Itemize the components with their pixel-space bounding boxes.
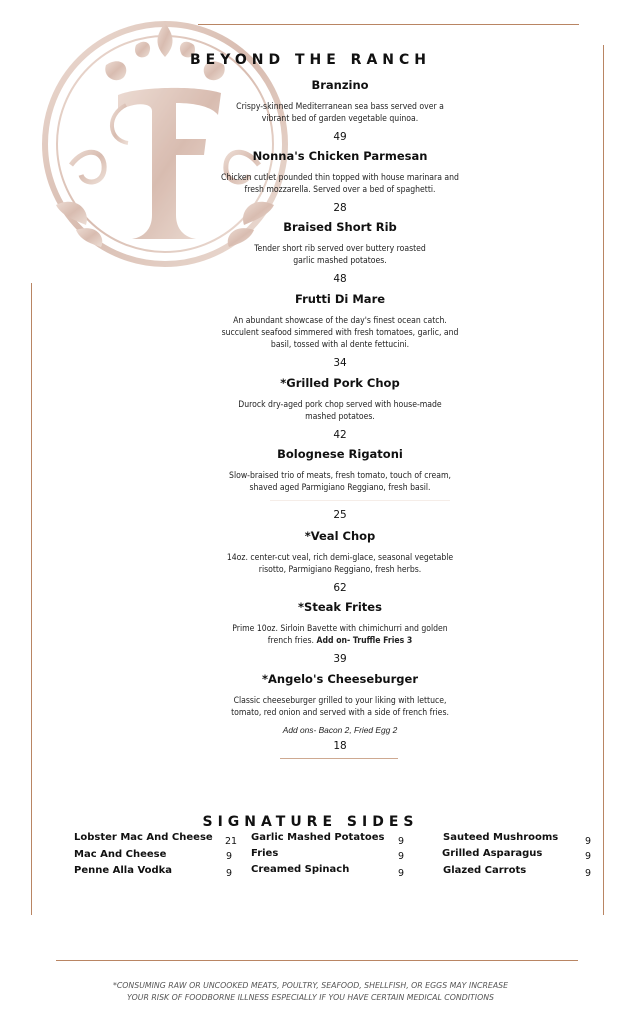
side-name: Sauteed Mushrooms	[443, 832, 559, 843]
item-name: *Grilled Pork Chop	[280, 376, 400, 390]
side-name: Penne Alla Vodka	[74, 865, 173, 876]
side-price: 9	[398, 836, 405, 847]
item-description: Tender short rib served over buttery roasted garlic mashed potatoes.	[254, 244, 426, 266]
item-price: 25	[333, 509, 347, 521]
item-price: 49	[333, 131, 347, 143]
side-name: Glazed Carrots	[443, 865, 527, 876]
add-on-note: Add on- Truffle Fries 3	[316, 636, 413, 646]
item-name: Nonna's Chicken Parmesan	[252, 149, 428, 163]
disclaimer: *CONSUMING RAW OR UNCOOKED MEATS, POULTRY, SEAFOOD, SHELLFISH, OR EGGS MAY INCREASE YOUR RISK OF FOODBORNE ILLNESS ESPECIALLY IF YOU HAVE CERTAIN MEDICAL CONDITIONS	[112, 981, 509, 1002]
item-price: 62	[333, 582, 347, 594]
right-rule	[603, 45, 604, 915]
item-price: 42	[333, 429, 347, 441]
side-price: 9	[226, 868, 233, 879]
item-description: Crispy-skinned Mediterranean sea bass served over a vibrant bed of garden vegetable quinoa.	[236, 102, 444, 124]
side-name: Fries	[251, 848, 279, 859]
side-price: 9	[398, 868, 405, 879]
side-name: Lobster Mac And Cheese	[74, 832, 213, 843]
item-price: 39	[333, 653, 347, 665]
item-description: Classic cheeseburger grilled to your liking with lettuce, tomato, red onion and served with a side of french fries.	[231, 696, 449, 718]
item-name: *Angelo's Cheeseburger	[261, 672, 418, 686]
sides-title: SIGNATURE SIDES	[202, 814, 419, 830]
side-price: 9	[585, 868, 592, 879]
item-price: 28	[333, 202, 347, 214]
add-on-note: Add ons- Bacon 2, Fried Egg 2	[282, 725, 398, 735]
item-name: Bolognese Rigatoni	[277, 447, 403, 461]
side-price: 21	[225, 836, 238, 847]
side-price: 9	[398, 851, 405, 862]
divider-rule	[280, 758, 398, 759]
item-name: *Veal Chop	[304, 529, 376, 543]
item-price: 34	[333, 357, 347, 369]
item-name: Braised Short Rib	[283, 220, 397, 234]
side-price: 9	[585, 851, 592, 862]
section-title: BEYOND THE RANCH	[189, 52, 431, 68]
menu-item	[210, 291, 470, 370]
side-name: Grilled Asparagus	[442, 848, 543, 859]
item-description: Durock dry-aged pork chop served with house-made mashed potatoes.	[238, 400, 442, 422]
menu-item	[210, 446, 470, 522]
item-name: Frutti Di Mare	[294, 292, 386, 306]
menu-item	[210, 599, 470, 666]
side-name: Mac And Cheese	[74, 849, 167, 860]
menu-item	[210, 77, 470, 144]
item-price: 18	[333, 740, 347, 752]
item-price: 48	[333, 273, 347, 285]
item-name: Branzino	[311, 78, 369, 92]
item-name: *Steak Frites	[298, 600, 382, 614]
side-price: 9	[585, 836, 592, 847]
item-description: 14oz. center-cut veal, rich demi-glace, seasonal vegetable risotto, Parmigiano Reggiano, fresh herbs.	[226, 553, 454, 575]
menu-item	[210, 528, 470, 595]
bottom-rule	[56, 960, 578, 961]
menu-item	[210, 148, 470, 215]
side-name: Creamed Spinach	[251, 864, 350, 875]
menu-item	[210, 671, 470, 753]
menu-item	[210, 375, 470, 442]
item-description: Prime 10oz. Sirloin Bavette with chimichurri and golden french fries. Add on- Truffle Fries 3	[232, 624, 448, 646]
item-description: Slow-braised trio of meats, fresh tomato, touch of cream, shaved aged Parmigiano Reggiano, fresh basil.	[229, 471, 451, 493]
side-price: 9	[226, 851, 233, 862]
side-name: Garlic Mashed Potatoes	[251, 832, 385, 843]
item-description: Chicken cutlet pounded thin topped with house marinara and fresh mozzarella. Served over a bed of spaghetti.	[221, 173, 459, 195]
menu-item	[210, 219, 470, 286]
item-description: An abundant showcase of the day's finest ocean catch. succulent seafood simmered with fresh tomatoes, garlic, and basil, tossed with al dente fettucini.	[221, 316, 459, 350]
